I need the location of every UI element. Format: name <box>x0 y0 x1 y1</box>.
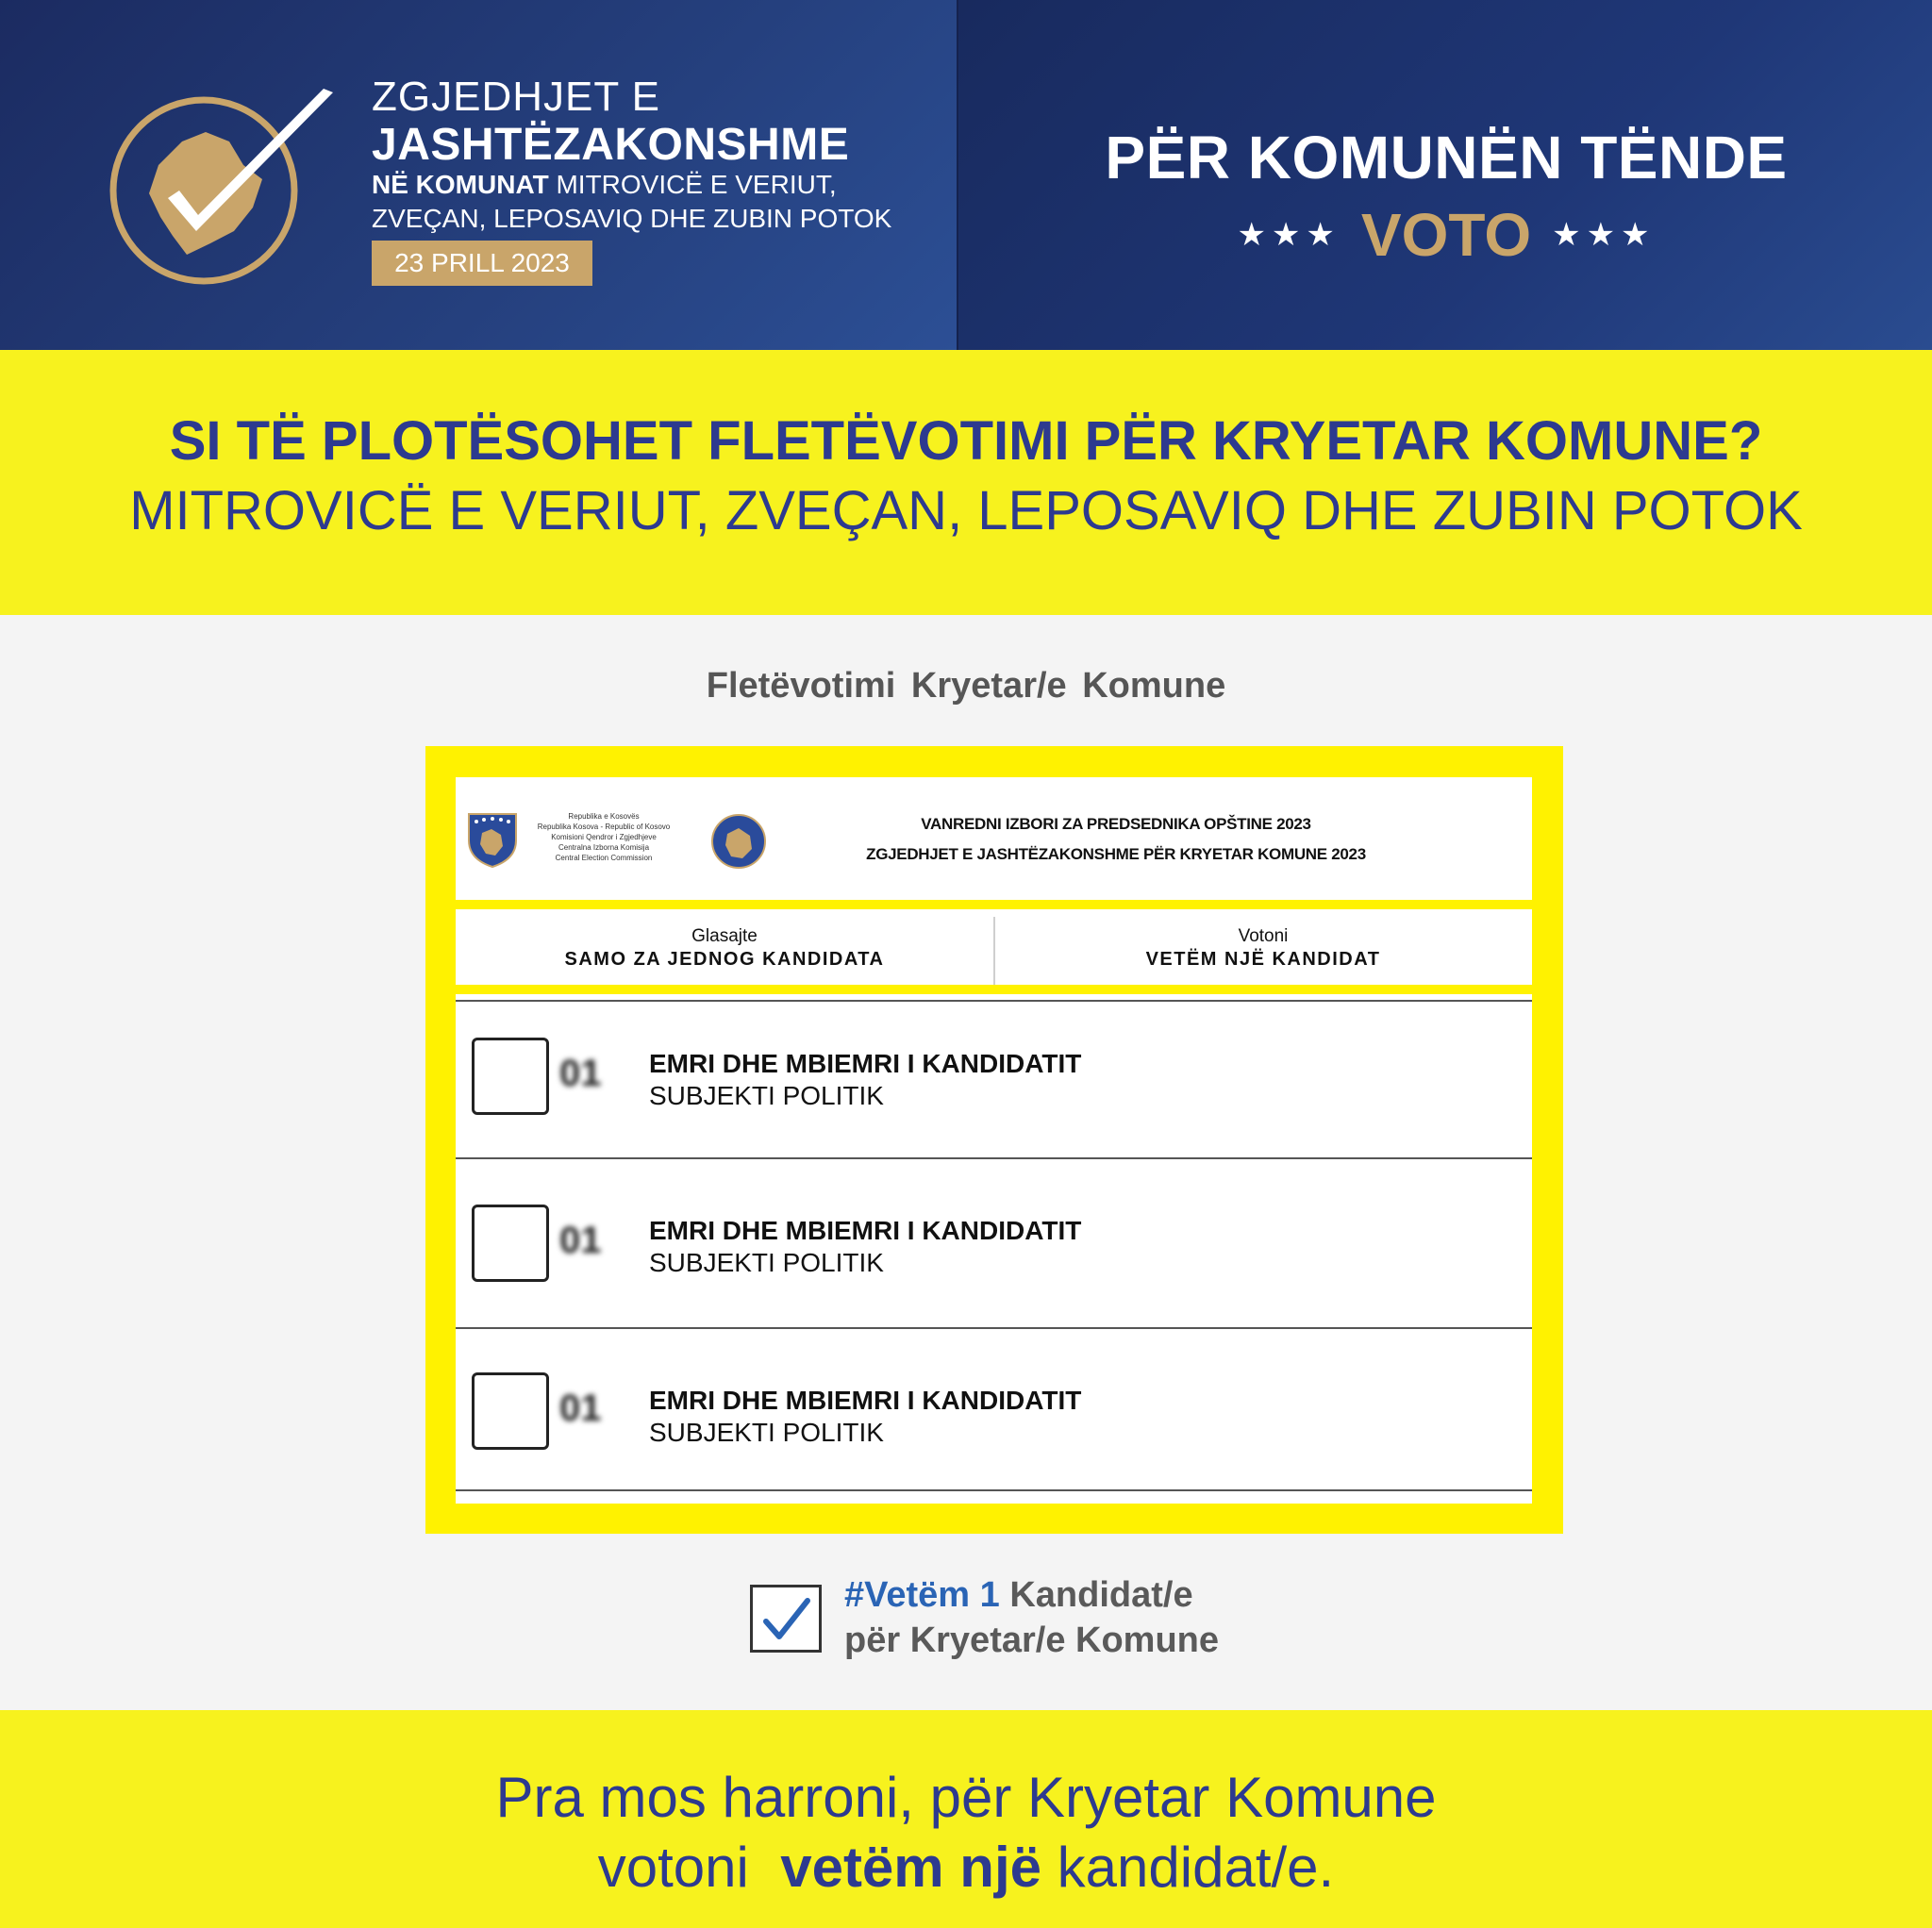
footer-line1: Pra mos harroni, për Kryetar Komune <box>495 1766 1437 1829</box>
candidate-name: EMRI DHE MBIEMRI I KANDIDATIT <box>649 1049 1082 1078</box>
note-line2: për Kryetar/e Komune <box>844 1621 1220 1660</box>
candidate-row <box>456 1157 1532 1325</box>
instruction-albanian-big: VETËM NJË KANDIDAT <box>1145 949 1381 970</box>
candidate-checkbox[interactable] <box>472 1205 549 1282</box>
ballot-caption: Fletëvotimi Kryetar/e Komune <box>706 666 1226 706</box>
ballot-bottom-line <box>456 1489 1532 1491</box>
vote-word: VOTO <box>1360 201 1532 269</box>
candidate-checkbox[interactable] <box>472 1038 549 1115</box>
slogan-vote <box>958 200 1932 270</box>
ballot-header <box>456 777 1532 900</box>
header <box>0 0 1932 350</box>
band-title: SI TË PLOTËSOHET FLETËVOTIMI PËR KRYETAR KOMUNE? <box>169 410 1763 472</box>
instruction-serbian-big: SAMO ZA JEDNOG KANDIDATA <box>564 949 885 970</box>
cec-line: Komisioni Qendror i Zgjedhjeve <box>551 833 657 841</box>
ballot-instructions <box>456 909 1532 985</box>
date-badge: 23 PRILL 2023 <box>372 241 592 286</box>
candidate-checkbox[interactable] <box>472 1372 549 1450</box>
instruction-serbian <box>456 926 993 971</box>
candidate-party: SUBJEKTI POLITIK <box>649 1081 884 1110</box>
cec-text-block <box>524 811 684 863</box>
footer-line2-emphasis: vetëm një <box>780 1836 1041 1899</box>
kosovo-coat-of-arms-icon <box>465 810 520 869</box>
note-line1 <box>844 1575 1193 1616</box>
cec-line: Central Election Commission <box>555 854 653 862</box>
footer-line2-post: kandidat/e. <box>1041 1836 1335 1899</box>
candidate-name: EMRI DHE MBIEMRI I KANDIDATIT <box>649 1386 1082 1415</box>
instruction-albanian-small: Votoni <box>1238 926 1289 946</box>
footer-band <box>0 1710 1932 1928</box>
header-title-line1: ZGJEDHJET E <box>372 74 661 120</box>
cec-line: Republika Kosova - Republic of Kosovo <box>537 823 671 831</box>
note-line1-rest: Kandidat/e <box>999 1575 1193 1615</box>
instruction-serbian-small: Glasajte <box>691 926 758 946</box>
cec-line: Republika e Kosovës <box>568 812 640 821</box>
ballot-sample <box>456 777 1532 1504</box>
footer-line2-pre: votoni <box>597 1836 781 1899</box>
footer-line2 <box>0 1835 1932 1900</box>
header-municipalities-line2: ZVEÇAN, LEPOSAVIQ DHE ZUBIN POTOK <box>372 204 892 233</box>
checked-box-icon <box>750 1585 822 1653</box>
band-subtitle: MITROVICË E VERIUT, ZVEÇAN, LEPOSAVIQ DHE ZUBIN POTOK <box>129 480 1803 541</box>
header-municipalities-line1 <box>372 170 837 200</box>
candidate-party: SUBJEKTI POLITIK <box>649 1418 884 1447</box>
candidate-row <box>456 1000 1532 1168</box>
candidate-name: EMRI DHE MBIEMRI I KANDIDATIT <box>649 1216 1082 1245</box>
slogan-title: PËR KOMUNËN TËNDE <box>1105 124 1788 191</box>
note-hashtag: #Vetëm 1 <box>844 1575 1000 1615</box>
stars-left-icon: ★★★ <box>1237 217 1341 253</box>
candidate-row <box>456 1327 1532 1488</box>
instruction-band <box>0 350 1932 615</box>
candidate-number: 01 <box>559 1388 602 1429</box>
cec-line: Centralna Izborna Komisija <box>558 843 650 852</box>
ballot-divider <box>456 900 1532 909</box>
header-municipalities-bold: NË KOMUNAT <box>372 170 549 199</box>
stars-right-icon: ★★★ <box>1552 217 1656 253</box>
ballot-divider <box>456 985 1532 994</box>
ballot-heading-serbian: VANREDNI IZBORI ZA PREDSEDNIKA OPŠTINE 2023 <box>921 815 1311 833</box>
election-logo-icon <box>102 75 347 292</box>
candidate-party: SUBJEKTI POLITIK <box>649 1248 884 1277</box>
instruction-albanian <box>994 926 1532 971</box>
candidate-number: 01 <box>559 1053 602 1094</box>
ballot-heading-albanian: ZGJEDHJET E JASHTËZAKONSHME PËR KRYETAR KOMUNE 2023 <box>866 845 1366 863</box>
header-municipalities-rest: MITROVICË E VERIUT, <box>548 170 837 199</box>
header-title-line2: JASHTËZAKONSHME <box>372 120 850 170</box>
header-right-panel <box>957 0 1932 350</box>
checkmark-icon <box>753 1587 819 1650</box>
ballot-frame <box>425 746 1563 1534</box>
candidate-number: 01 <box>559 1220 602 1261</box>
vote-one-note <box>750 1575 1241 1670</box>
header-left-panel <box>0 0 957 350</box>
